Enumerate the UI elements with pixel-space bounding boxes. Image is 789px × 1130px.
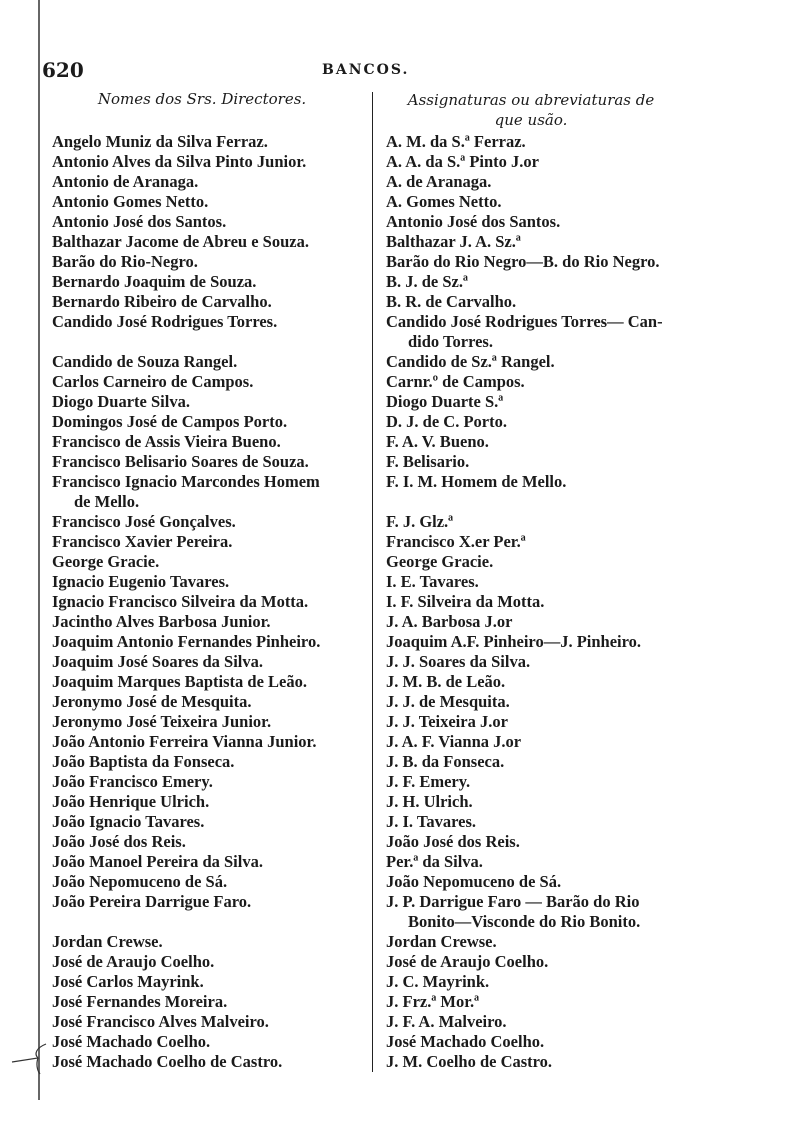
director-name: Francisco Xavier Pereira. — [52, 532, 233, 551]
signature-abbreviation: George Gracie. — [386, 552, 494, 571]
director-name: José Machado Coelho. — [52, 1032, 211, 1051]
page-number: 620 — [42, 58, 84, 82]
signature-abbreviation: J. M. B. de Leão. — [386, 672, 506, 691]
director-name: Francisco José Gonçalves. — [52, 512, 236, 531]
signature-abbreviation: Diogo Duarte S.ª — [386, 392, 504, 411]
director-name: Balthazar Jacome de Abreu e Souza. — [52, 232, 309, 251]
director-name: Candido José Rodrigues Torres. — [52, 312, 278, 331]
signature-abbreviation: A. Gomes Netto. — [386, 192, 502, 211]
signature-abbreviation: J. I. Tavares. — [386, 812, 477, 831]
signature-abbreviation: Antonio José dos Santos. — [386, 212, 561, 231]
director-name: Jeronymo José de Mesquita. — [52, 692, 252, 711]
signature-abbreviation: Joaquim A.F. Pinheiro—J. Pinheiro. — [386, 632, 642, 651]
director-name: Francisco de Assis Vieira Bueno. — [52, 432, 281, 451]
director-name: Angelo Muniz da Silva Ferraz. — [52, 132, 268, 151]
director-name: José Fernandes Moreira. — [52, 992, 228, 1011]
director-name: José Carlos Mayrink. — [52, 972, 204, 991]
signature-abbreviation: Bonito—Visconde do Rio Bonito. — [408, 912, 641, 931]
director-name: Ignacio Francisco Silveira da Motta. — [52, 592, 309, 611]
director-name: Jordan Crewse. — [52, 932, 163, 951]
signature-abbreviation: A. de Aranaga. — [386, 172, 492, 191]
signature-abbreviation: Carnr.º de Campos. — [386, 372, 525, 391]
signature-abbreviation: Jordan Crewse. — [386, 932, 497, 951]
signature-abbreviation: Francisco X.er Per.ª — [386, 532, 526, 551]
director-name: Jeronymo José Teixeira Junior. — [52, 712, 272, 731]
director-name: Candido de Souza Rangel. — [52, 352, 238, 371]
signature-abbreviation: Candido de Sz.ª Rangel. — [386, 352, 555, 371]
director-name: George Gracie. — [52, 552, 160, 571]
director-name: Antonio José dos Santos. — [52, 212, 227, 231]
director-name: Barão do Rio-Negro. — [52, 252, 198, 271]
signature-abbreviation: F. I. M. Homem de Mello. — [386, 472, 567, 491]
director-name: João Baptista da Fonseca. — [52, 752, 235, 771]
director-name: Domingos José de Campos Porto. — [52, 412, 288, 431]
signature-abbreviation: I. E. Tavares. — [386, 572, 479, 591]
signature-abbreviation: Balthazar J. A. Sz.ª — [386, 232, 521, 251]
signature-abbreviation: J. B. da Fonseca. — [386, 752, 505, 771]
director-name: João Henrique Ulrich. — [52, 792, 210, 811]
director-name: Francisco Belisario Soares de Souza. — [52, 452, 309, 471]
director-name: Joaquim Marques Baptista de Leão. — [52, 672, 308, 691]
signature-abbreviation: Barão do Rio Negro—B. do Rio Negro. — [386, 252, 660, 271]
left-column-header: Nomes dos Srs. Directores. — [97, 90, 307, 108]
scan-edge-line — [38, 0, 40, 1100]
director-name: Jacintho Alves Barbosa Junior. — [52, 612, 271, 631]
director-name: João Francisco Emery. — [52, 772, 213, 791]
director-name: de Mello. — [74, 492, 140, 511]
director-name: Joaquim Antonio Fernandes Pinheiro. — [52, 632, 321, 651]
signature-abbreviation: D. J. de C. Porto. — [386, 412, 507, 431]
blank-line — [52, 332, 320, 352]
director-name: Antonio Alves da Silva Pinto Junior. — [52, 152, 307, 171]
signature-abbreviation: J. P. Darrigue Faro — Barão do Rio — [386, 892, 640, 911]
director-name: Bernardo Ribeiro de Carvalho. — [52, 292, 272, 311]
director-name: João José dos Reis. — [52, 832, 186, 851]
signature-abbreviation: F. A. V. Bueno. — [386, 432, 489, 451]
signature-abbreviation: João José dos Reis. — [386, 832, 520, 851]
signature-abbreviation: I. F. Silveira da Motta. — [386, 592, 545, 611]
signature-abbreviation: José de Araujo Coelho. — [386, 952, 549, 971]
signature-abbreviation: J. J. Soares da Silva. — [386, 652, 531, 671]
director-name: João Ignacio Tavares. — [52, 812, 205, 831]
signature-abbreviation: J. F. Emery. — [386, 772, 471, 791]
director-name: João Antonio Ferreira Vianna Junior. — [52, 732, 317, 751]
running-head: BANCOS. — [322, 62, 410, 78]
signature-abbreviation: J. J. Teixeira J.or — [386, 712, 508, 731]
right-column-header — [386, 90, 676, 130]
signature-abbreviation: J. H. Ulrich. — [386, 792, 473, 811]
director-name: José Machado Coelho de Castro. — [52, 1052, 283, 1071]
handwritten-mark-icon — [10, 1040, 50, 1080]
signature-abbreviation: J. A. Barbosa J.or — [386, 612, 513, 631]
director-name: Antonio de Aranaga. — [52, 172, 199, 191]
director-name: Ignacio Eugenio Tavares. — [52, 572, 230, 591]
signature-abbreviation: A. A. da S.ª Pinto J.or — [386, 152, 540, 171]
signature-abbreviation: F. J. Glz.ª — [386, 512, 454, 531]
right-header-line: Assignaturas ou abreviaturas de — [407, 91, 655, 109]
signature-abbreviation: B. R. de Carvalho. — [386, 292, 517, 311]
director-name: Bernardo Joaquim de Souza. — [52, 272, 257, 291]
director-name: Antonio Gomes Netto. — [52, 192, 209, 211]
signature-abbreviation: J. J. de Mesquita. — [386, 692, 510, 711]
blank-line — [52, 912, 320, 932]
director-name: José de Araujo Coelho. — [52, 952, 215, 971]
director-name: João Manoel Pereira da Silva. — [52, 852, 263, 871]
director-name: José Francisco Alves Malveiro. — [52, 1012, 269, 1031]
signature-abbreviation: B. J. de Sz.ª — [386, 272, 468, 291]
signature-abbreviation: Per.ª da Silva. — [386, 852, 483, 871]
signature-abbreviation: Candido José Rodrigues Torres— Can- — [386, 312, 663, 331]
signature-abbreviation: J. Frz.ª Mor.ª — [386, 992, 480, 1011]
director-name: João Pereira Darrigue Faro. — [52, 892, 252, 911]
signature-abbreviation: F. Belisario. — [386, 452, 470, 471]
signatures-column — [386, 132, 663, 1072]
signature-abbreviation: dido Torres. — [408, 332, 493, 351]
director-name: João Nepomuceno de Sá. — [52, 872, 228, 891]
signature-abbreviation: José Machado Coelho. — [386, 1032, 545, 1051]
right-header-line: que usão. — [494, 111, 568, 129]
directors-names-column — [52, 132, 320, 1072]
director-name: Carlos Carneiro de Campos. — [52, 372, 254, 391]
signature-abbreviation: J. A. F. Vianna J.or — [386, 732, 522, 751]
director-name: Francisco Ignacio Marcondes Homem — [52, 472, 320, 491]
signature-abbreviation: A. M. da S.ª Ferraz. — [386, 132, 526, 151]
signature-abbreviation: João Nepomuceno de Sá. — [386, 872, 562, 891]
signature-abbreviation: J. F. A. Malveiro. — [386, 1012, 507, 1031]
director-name: Joaquim José Soares da Silva. — [52, 652, 264, 671]
blank-line — [386, 492, 663, 512]
director-name: Diogo Duarte Silva. — [52, 392, 190, 411]
column-divider — [372, 92, 373, 1072]
signature-abbreviation: J. M. Coelho de Castro. — [386, 1052, 553, 1071]
signature-abbreviation: J. C. Mayrink. — [386, 972, 490, 991]
